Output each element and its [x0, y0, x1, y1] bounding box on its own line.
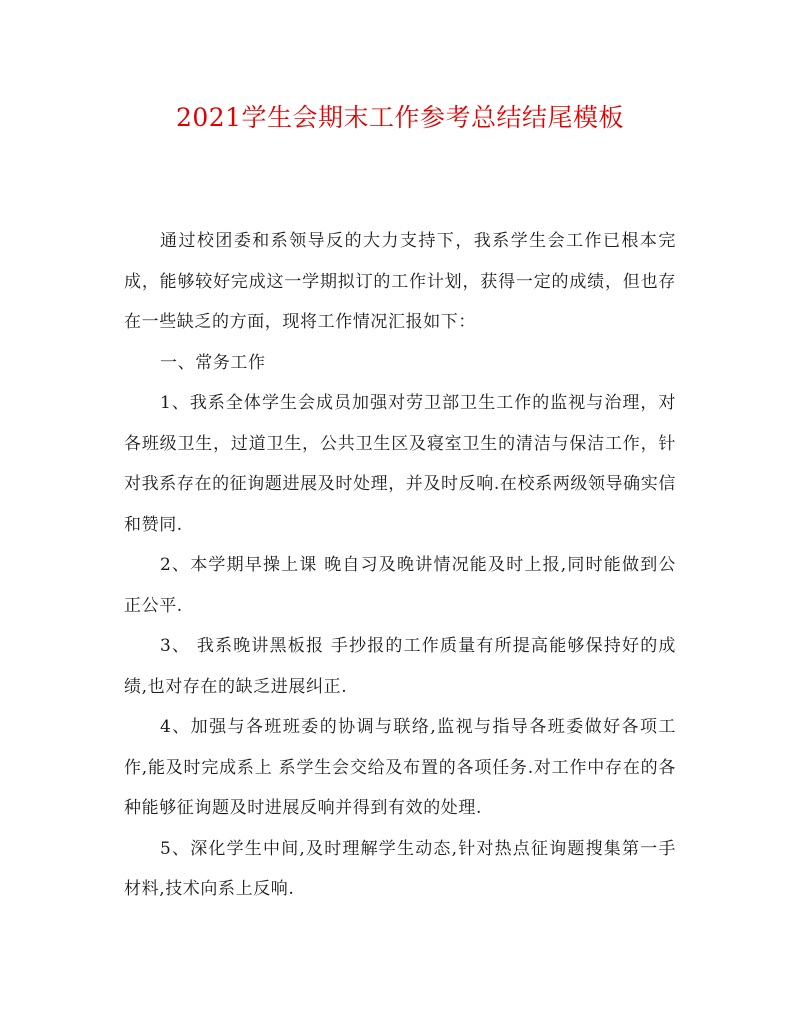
list-item-2: 2、本学期早操上课 晚自习及晚讲情况能及时上报,同时能做到公正公平. — [124, 555, 676, 616]
list-item-3: 3、 我系晚讲黑板报 手抄报的工作质量有所提高能够保持好的成绩,也对存在的缺乏进展纠正. — [124, 636, 676, 697]
document-title: 2021学生会期末工作参考总结结尾模板 — [175, 103, 625, 132]
intro-paragraph: 通过校团委和系领导反的大力支持下，我系学生会工作已根本完成，能够较好完成这一学期拟订的工作计划，获得一定的成绩，但也存在一些缺乏的方面，现将工作情况汇报如下： — [124, 231, 676, 332]
list-item-4: 4、加强与各班班委的协调与联络,监视与指导各班委做好各项工作,能及时完成系上 系学生会交给及布置的各项任务.对工作中存在的各种能够征询题及时进展反响并得到有效的处理. — [124, 717, 676, 818]
document-body — [124, 221, 676, 910]
list-item-1: 1、我系全体学生会成员加强对劳卫部卫生工作的监视与治理，对各班级卫生，过道卫生，公共卫生区及寝室卫生的清洁与保洁工作，针对我系存在的征询题进展及时处理，并及时反响.在校系两级领导确实信和赞同. — [124, 393, 676, 535]
section-heading: 一、常务工作 — [160, 352, 266, 373]
list-item-5: 5、深化学生中间,及时理解学生动态,针对热点征询题搜集第一手材料,技术向系上反响. — [124, 838, 676, 899]
